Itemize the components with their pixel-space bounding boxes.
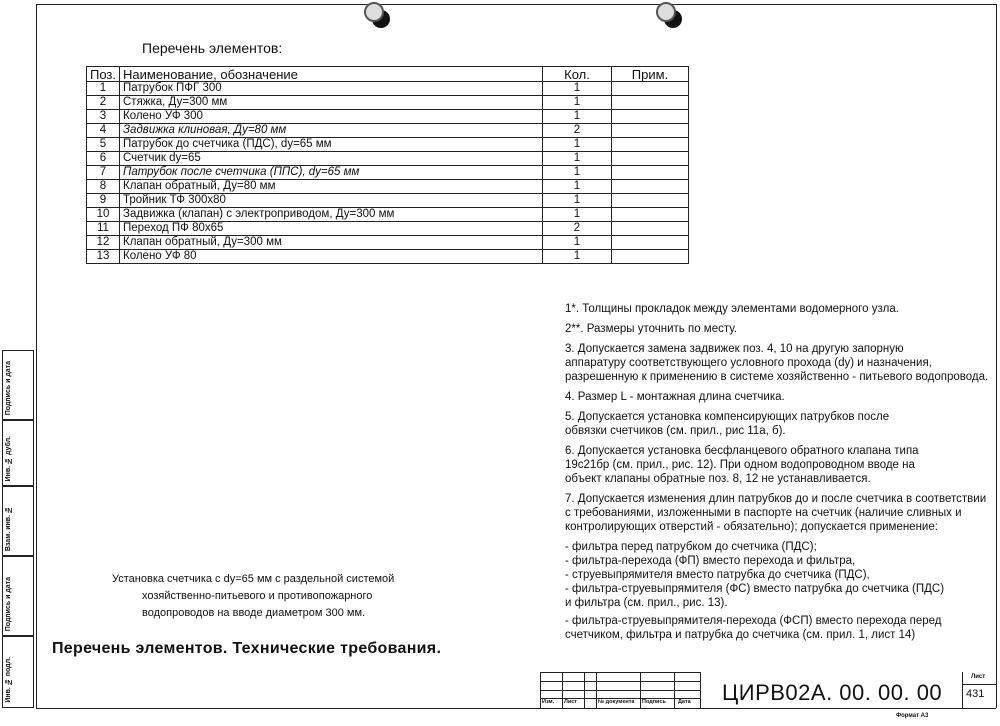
row-qty: 1 — [543, 180, 612, 194]
grid-line — [674, 672, 675, 708]
row-pos: 4 — [87, 124, 120, 138]
caption-sheet: Лист — [564, 699, 577, 705]
note-line: обвязки счетчиков (см. прил., рис 11а, б). — [565, 425, 786, 437]
row-note — [612, 222, 689, 236]
row-note — [612, 110, 689, 124]
row-pos: 8 — [87, 180, 120, 194]
table-row — [87, 194, 689, 208]
header-pos: Поз. — [87, 67, 120, 82]
stamp-cell — [2, 636, 34, 708]
row-name: Клапан обратный, Ду=80 мм — [120, 180, 543, 194]
row-pos: 6 — [87, 152, 120, 166]
note-line: контролирующих отверстий - обязательно); допускается применение: — [565, 521, 938, 533]
table-row — [87, 166, 689, 180]
row-name: Переход ПФ 80х65 — [120, 222, 543, 236]
row-qty: 1 — [543, 250, 612, 264]
row-pos: 2 — [87, 96, 120, 110]
row-note — [612, 236, 689, 250]
row-pos: 7 — [87, 166, 120, 180]
row-note — [612, 96, 689, 110]
requirement-note — [565, 322, 993, 336]
row-name: Колено УФ 300 — [120, 110, 543, 124]
requirement-note — [565, 342, 993, 384]
grid-line — [540, 672, 541, 708]
requirement-note — [565, 540, 993, 610]
row-pos: 1 — [87, 82, 120, 96]
grid-line — [640, 672, 641, 708]
requirement-note — [565, 492, 993, 534]
note-line: 7. Допускается изменения длин патрубков до и после счетчика в соответствии — [565, 493, 987, 505]
note-line: - фильтра-струевыпрямителя-перехода (ФСП) вместо перехода перед — [565, 615, 942, 627]
note-line: - фильтра-струевыпрямителя (ФС) вместо патрубка до счетчика (ПДС) — [565, 583, 945, 595]
row-pos: 3 — [87, 110, 120, 124]
stamp-cell — [2, 486, 34, 556]
frame-border-bottom — [36, 708, 996, 709]
grid-line — [700, 672, 701, 708]
frame-border-left — [36, 4, 37, 708]
grid-line — [562, 672, 563, 708]
format-label: Формат А3 — [896, 713, 929, 719]
grid-line — [596, 672, 597, 708]
sheet-number-box — [962, 672, 997, 708]
row-qty: 1 — [543, 166, 612, 180]
table-row — [87, 110, 689, 124]
stamp-label: Инв. № подл. — [5, 657, 12, 703]
row-name: Клапан обратный, Ду=300 мм — [120, 236, 543, 250]
caption-sign: Подпись — [642, 699, 666, 705]
row-note — [612, 124, 689, 138]
row-name: Задвижка клиновая, Ду=80 мм — [120, 124, 543, 138]
row-qty: 2 — [543, 124, 612, 138]
row-name: Задвижка (клапан) с электроприводом, Ду=300 мм — [120, 208, 543, 222]
row-note — [612, 250, 689, 264]
requirement-note — [565, 302, 993, 316]
row-pos: 9 — [87, 194, 120, 208]
note-line: счетчиком, фильтра и патрубка до счетчика (см. прил. 1, лист 14) — [565, 629, 916, 641]
row-note — [612, 152, 689, 166]
stamp-label: Взам. инв. № — [5, 505, 12, 551]
requirement-note — [565, 410, 993, 438]
row-name: Тройник ТФ 300х80 — [120, 194, 543, 208]
element-list-title: Перечень элементов: — [142, 40, 283, 56]
table-row — [87, 138, 689, 152]
row-note — [612, 180, 689, 194]
note-line: 6. Допускается установка бесфланцевого обратного клапана типа — [565, 445, 919, 457]
frame-border-top — [36, 4, 996, 5]
note-line: 3. Допускается замена задвижек поз. 4, 10 на другую запорную — [565, 343, 904, 355]
requirement-note — [565, 614, 993, 642]
revision-grid — [540, 672, 700, 708]
table-row — [87, 96, 689, 110]
row-note — [612, 208, 689, 222]
row-qty: 2 — [543, 222, 612, 236]
sheet-title: Перечень элементов. Технические требования. — [52, 640, 442, 657]
requirement-note — [565, 444, 993, 486]
stamp-label: Подпись и дата — [5, 576, 12, 631]
row-note — [612, 166, 689, 180]
note-line: 2**. Размеры уточнить по месту. — [565, 323, 738, 335]
caption-rev: Изм. — [542, 699, 555, 705]
header-qty: Кол. — [543, 67, 612, 82]
table-row — [87, 180, 689, 194]
stamp-cell — [2, 556, 34, 636]
row-qty: 1 — [543, 236, 612, 250]
table-row — [87, 222, 689, 236]
grid-line — [540, 690, 700, 691]
note-line: 1*. Толщины прокладок между элементами водомерного узла. — [565, 303, 899, 315]
row-pos: 5 — [87, 138, 120, 152]
note-line: объект клапаны обратные поз. 8, 12 не устанавливается. — [565, 473, 871, 485]
note-line: разрешенную к применению в системе хозяйственно - питьевого водопровода. — [565, 371, 989, 383]
row-pos: 10 — [87, 208, 120, 222]
row-pos: 12 — [87, 236, 120, 250]
installation-line: Установка счетчика с dy=65 мм с раздельной системой — [112, 573, 395, 585]
binder-hole-icon — [372, 10, 390, 28]
grid-line — [584, 672, 585, 708]
document-code: ЦИРВ02А. 00. 00. 00 — [722, 680, 943, 705]
note-line: - струевыпрямителя вместо патрубка до счетчика (ПДС), — [565, 569, 870, 581]
stamp-cell — [2, 350, 34, 420]
row-name: Патрубок ПФГ 300 — [120, 82, 543, 96]
sheet-number: 431 — [966, 688, 985, 700]
frame-border-right — [996, 4, 997, 708]
grid-line — [963, 684, 997, 685]
grid-line — [540, 672, 700, 673]
note-line: с требованиями, изложенными в паспорте на счетчик (наличие сливных и — [565, 507, 962, 519]
row-qty: 1 — [543, 96, 612, 110]
technical-requirements — [565, 302, 993, 648]
note-line: - фильтра-перехода (ФП) вместо перехода и фильтра, — [565, 555, 856, 567]
sheet-label: Лист — [971, 674, 986, 680]
row-name: Патрубок после счетчика (ППС), dy=65 мм — [120, 166, 543, 180]
table-header-row — [87, 67, 689, 82]
side-stamp — [2, 350, 34, 710]
header-name: Наименование, обозначение — [120, 67, 543, 82]
caption-date: Дата — [678, 699, 691, 705]
table-row — [87, 82, 689, 96]
note-line: аппаратуру соответствующего условного прохода (dy) и назначения, — [565, 357, 932, 369]
table-row — [87, 124, 689, 138]
row-name: Стяжка, Ду=300 мм — [120, 96, 543, 110]
row-qty: 1 — [543, 194, 612, 208]
caption-doc: № документа — [598, 699, 635, 705]
installation-line: хозяйственно-питьевого и противопожарного — [142, 590, 373, 602]
installation-caption — [112, 571, 432, 622]
note-line: и фильтра (см. прил., рис. 13). — [565, 597, 728, 609]
row-qty: 1 — [543, 138, 612, 152]
row-qty: 1 — [543, 152, 612, 166]
note-line: 19с21бр (см. прил., рис. 12). При одном водопроводном вводе на — [565, 459, 915, 471]
row-pos: 13 — [87, 250, 120, 264]
binder-hole-icon — [664, 10, 682, 28]
note-line: 4. Размер L - монтажная длина счетчика. — [565, 391, 785, 403]
row-pos: 11 — [87, 222, 120, 236]
header-note: Прим. — [612, 67, 689, 82]
row-note — [612, 82, 689, 96]
row-qty: 1 — [543, 110, 612, 124]
note-line: - фильтра перед патрубком до счетчика (ПДС); — [565, 541, 817, 553]
stamp-cell — [2, 420, 34, 486]
note-line: 5. Допускается установка компенсирующих патрубков после — [565, 411, 890, 423]
row-qty: 1 — [543, 208, 612, 222]
table-row — [87, 250, 689, 264]
row-qty: 1 — [543, 82, 612, 96]
row-name: Патрубок до счетчика (ПДС), dy=65 мм — [120, 138, 543, 152]
table-row — [87, 152, 689, 166]
table-row — [87, 208, 689, 222]
installation-line: водопроводов на вводе диаметром 300 мм. — [142, 607, 366, 619]
stamp-label: Подпись и дата — [5, 360, 12, 415]
row-note — [612, 138, 689, 152]
row-name: Счетчик dy=65 — [120, 152, 543, 166]
row-note — [612, 194, 689, 208]
stamp-label: Инв. № дубл. — [5, 435, 12, 481]
requirement-note — [565, 390, 993, 404]
grid-line — [540, 681, 700, 682]
element-list-table — [86, 66, 689, 264]
table-row — [87, 236, 689, 250]
row-name: Колено УФ 80 — [120, 250, 543, 264]
